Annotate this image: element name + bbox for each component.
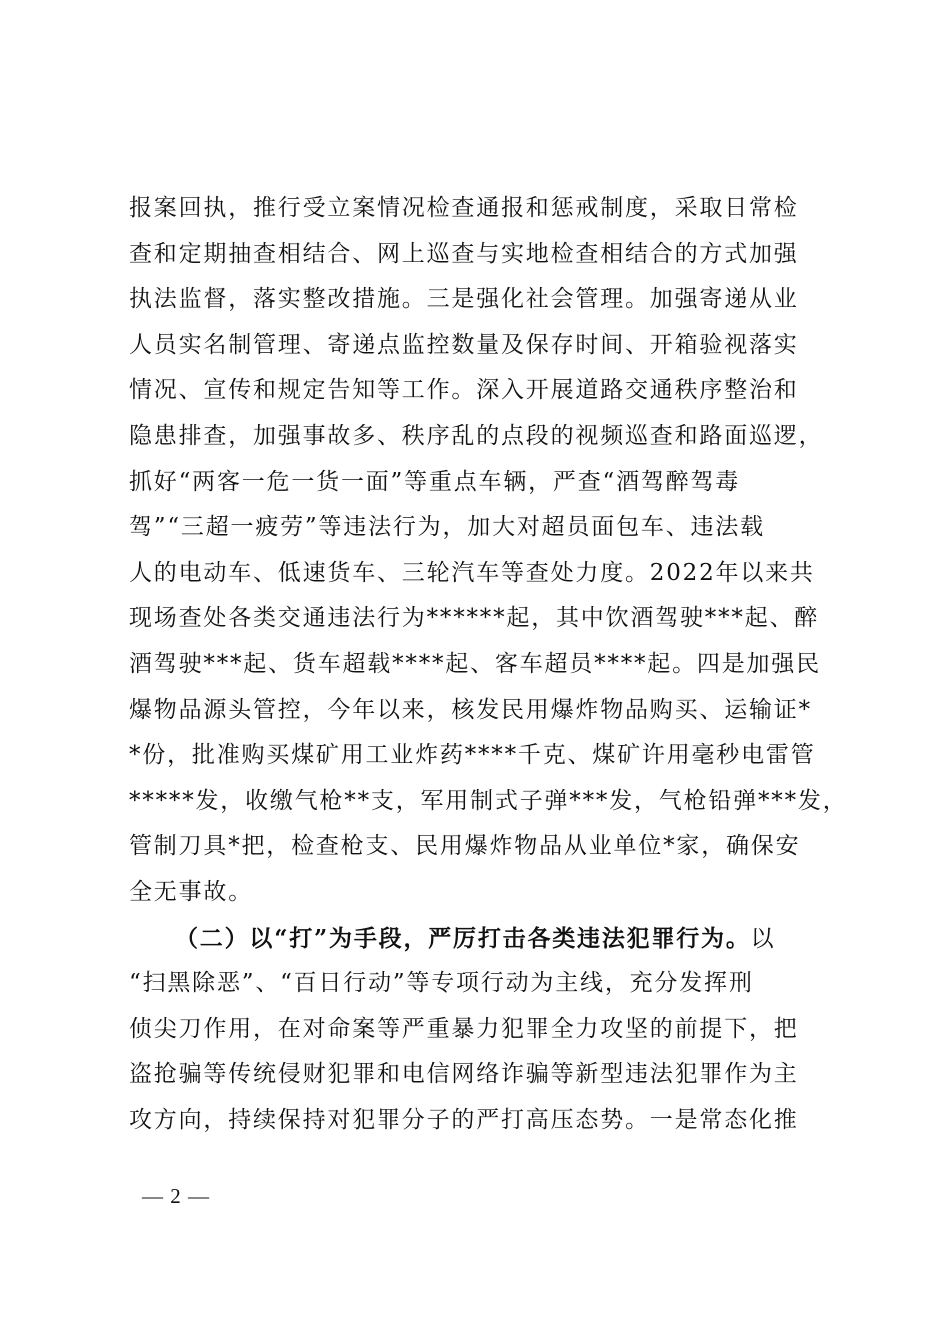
text-line: 隐患排查，加强事故多、秩序乱的点段的视频巡查和路面巡逻， bbox=[129, 422, 824, 449]
text-line: 爆物品源头管控，今年以来，核发民用爆炸物品购买、运输证* bbox=[129, 696, 812, 723]
text-line: 查和定期抽查相结合、网上巡查与实地检查相结合的方式加强 bbox=[129, 240, 799, 267]
text-line: “扫黑除恶”、“百日行动”等专项行动为主线，充分发挥刑 bbox=[129, 970, 754, 997]
text-line: 酒驾驶***起、货车超载****起、客车超员****起。四是加强民 bbox=[129, 650, 821, 677]
text-line: 驾”“三超一疲劳”等违法行为，加大对超员面包车、违法载 bbox=[129, 514, 765, 541]
text-line: 报案回执，推行受立案情况检查通报和惩戒制度，采取日常检 bbox=[129, 195, 799, 221]
text-line: 管制刀具*把，检查枪支、民用爆炸物品从业单位*家，确保安 bbox=[129, 833, 801, 860]
text-line: 人的电动车、低速货车、三轮汽车等查处力度。2022年以来共 bbox=[129, 559, 815, 586]
text-line: *份，批准购买煤矿用工业炸药****千克、煤矿许用毫秒电雷管 bbox=[129, 742, 816, 769]
text-line: 人员实名制管理、寄递点监控数量及保存时间、开箱验视落实 bbox=[129, 331, 799, 358]
page-number: — 2 — bbox=[142, 1184, 210, 1208]
body-text bbox=[129, 186, 848, 1143]
text-line: 全无事故。 bbox=[129, 878, 253, 905]
section-heading-line bbox=[129, 916, 829, 962]
text-line: 现场查处各类交通违法行为******起，其中饮酒驾驶***起、醉 bbox=[129, 605, 820, 632]
text-line: *****发，收缴气枪**支，军用制式子弹***发，气枪铅弹***发， bbox=[129, 787, 848, 814]
text-line: 侦尖刀作用，在对命案等严重暴力犯罪全力攻坚的前提下，把 bbox=[129, 1015, 799, 1042]
text-line: 情况、宣传和规定告知等工作。深入开展道路交通秩序整治和 bbox=[129, 377, 799, 404]
text-line: 盗抢骗等传统侵财犯罪和电信网络诈骗等新型违法犯罪作为主 bbox=[129, 1061, 799, 1088]
text-line: 执法监督，落实整改措施。三是强化社会管理。加强寄递从业 bbox=[129, 286, 799, 313]
text-line: 抓好“两客一危一货一面”等重点车辆，严查“酒驾醉驾毒 bbox=[129, 468, 741, 495]
text-line: 攻方向，持续保持对犯罪分子的严打高压态势。一是常态化推 bbox=[129, 1106, 799, 1133]
section-heading-tail: 以 bbox=[750, 925, 776, 952]
section-heading: （二）以“打”为手段，严厉打击各类违法犯罪行为。 bbox=[175, 924, 751, 952]
